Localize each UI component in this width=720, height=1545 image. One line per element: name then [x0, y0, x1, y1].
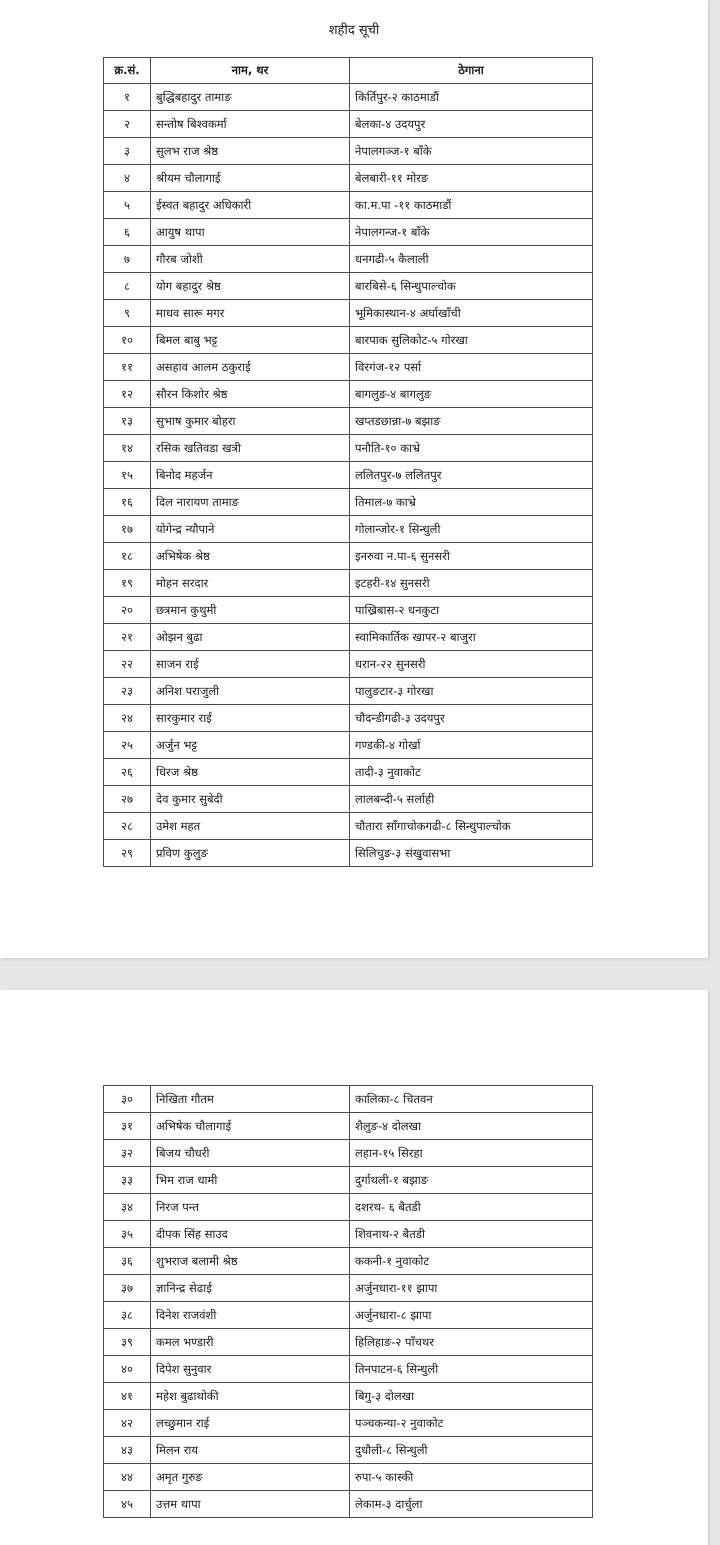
- cell-name: कमल भण्डारी: [151, 1329, 350, 1356]
- table-row: [104, 489, 593, 516]
- table-row: [104, 516, 593, 543]
- table-row: [104, 543, 593, 570]
- cell-address: पञ्चकन्या-२ नुवाकोट: [350, 1410, 593, 1437]
- table-row: [104, 1464, 593, 1491]
- cell-name: अनिश पराजुली: [151, 678, 350, 705]
- cell-name: सन्तोष बिश्वकर्मा: [151, 111, 350, 138]
- cell-address: तादी-३ नुवाकोट: [350, 759, 593, 786]
- cell-address: बारपाक सुलिकोट-५ गोरखा: [350, 327, 593, 354]
- cell-address: दुर्गाथली-१ बझाङ: [350, 1167, 593, 1194]
- cell-address: लेकाम-३ दार्चुला: [350, 1491, 593, 1518]
- cell-name: दीपक सिंह साउद: [151, 1221, 350, 1248]
- cell-address: किर्तिपुर-२ काठमाडौं: [350, 84, 593, 111]
- cell-address: अर्जुनधारा-८ झापा: [350, 1302, 593, 1329]
- cell-address: इटहरी-१४ सुनसरी: [350, 570, 593, 597]
- cell-name: असहाव आलम ठकुराई: [151, 354, 350, 381]
- header-address: ठेगाना: [350, 58, 593, 84]
- cell-serial-number: १५: [104, 462, 151, 489]
- cell-address: गोलान्जोर-१ सिन्धुली: [350, 516, 593, 543]
- cell-name: ज्ञानिन्द्र सेढाई: [151, 1275, 350, 1302]
- table-row: [104, 138, 593, 165]
- cell-serial-number: २६: [104, 759, 151, 786]
- cell-address: धरान-२२ सुनसरी: [350, 651, 593, 678]
- cell-serial-number: १९: [104, 570, 151, 597]
- cell-name: भिम राज धामी: [151, 1167, 350, 1194]
- table-row: [104, 1221, 593, 1248]
- cell-name: धिरज श्रेष्ठ: [151, 759, 350, 786]
- table-row: [104, 678, 593, 705]
- cell-address: बेलका-४ उदयपुर: [350, 111, 593, 138]
- cell-address: विरगंज-१२ पर्सा: [350, 354, 593, 381]
- cell-name: देव कुमार सुबेदी: [151, 786, 350, 813]
- cell-serial-number: ३८: [104, 1302, 151, 1329]
- cell-address: दुधौली-८ सिन्धुली: [350, 1437, 593, 1464]
- cell-address: बारबिसे-६ सिन्धुपाल्चोक: [350, 273, 593, 300]
- cell-address: बेलबारी-११ मोरङ: [350, 165, 593, 192]
- table-header-row: [104, 58, 593, 84]
- table-row: [104, 1167, 593, 1194]
- cell-name: अभिषेक श्रेष्ठ: [151, 543, 350, 570]
- header-serial-number: क्र.सं.: [104, 58, 151, 84]
- table-row: [104, 1302, 593, 1329]
- table-row: [104, 705, 593, 732]
- table-row: [104, 570, 593, 597]
- cell-address: लहान-१५ सिरहा: [350, 1140, 593, 1167]
- table-row: [104, 327, 593, 354]
- cell-address: अर्जुनधारा-११ झापा: [350, 1275, 593, 1302]
- cell-serial-number: ३४: [104, 1194, 151, 1221]
- cell-name: गौरब जोशी: [151, 246, 350, 273]
- cell-serial-number: ८: [104, 273, 151, 300]
- cell-name: बिनोद महर्जन: [151, 462, 350, 489]
- cell-name: निखिता गौतम: [151, 1086, 350, 1113]
- cell-name: शुभराज बलामी श्रेष्ठ: [151, 1248, 350, 1275]
- cell-name: दिल नारायण तामाङ: [151, 489, 350, 516]
- cell-serial-number: १६: [104, 489, 151, 516]
- table-row: [104, 651, 593, 678]
- cell-address: नेपालगञ्ज-१ बाँके: [350, 138, 593, 165]
- cell-address: धनगढी-५ कैलाली: [350, 246, 593, 273]
- cell-name: ईस्वत बहादुर अधिकारी: [151, 192, 350, 219]
- cell-serial-number: १२: [104, 381, 151, 408]
- cell-address: का.म.पा -११ काठमाडौं: [350, 192, 593, 219]
- cell-serial-number: २२: [104, 651, 151, 678]
- table-row: [104, 84, 593, 111]
- cell-name: उत्तम थापा: [151, 1491, 350, 1518]
- martyrs-table-page-2: [103, 1085, 593, 1518]
- table-row: [104, 840, 593, 867]
- cell-name: अमृत गुरुङ: [151, 1464, 350, 1491]
- cell-name: साजन राई: [151, 651, 350, 678]
- cell-serial-number: ११: [104, 354, 151, 381]
- table-row: [104, 408, 593, 435]
- cell-serial-number: २०: [104, 597, 151, 624]
- table-row: [104, 1275, 593, 1302]
- cell-name: योगेन्द्र न्यौपाने: [151, 516, 350, 543]
- table-row: [104, 1329, 593, 1356]
- table-row: [104, 1194, 593, 1221]
- cell-name: उमेश महत: [151, 813, 350, 840]
- cell-address: तिनपाटन-६ सिन्धुली: [350, 1356, 593, 1383]
- cell-name: अर्जुन भट्ट: [151, 732, 350, 759]
- cell-serial-number: ४२: [104, 1410, 151, 1437]
- cell-serial-number: २: [104, 111, 151, 138]
- table-row: [104, 192, 593, 219]
- table-row: [104, 597, 593, 624]
- header-name: नाम, थर: [151, 58, 350, 84]
- cell-serial-number: ४५: [104, 1491, 151, 1518]
- table-row: [104, 732, 593, 759]
- table-row: [104, 300, 593, 327]
- cell-name: आयुष थापा: [151, 219, 350, 246]
- cell-serial-number: ३१: [104, 1113, 151, 1140]
- table-row: [104, 435, 593, 462]
- table-body-page-2: [104, 1086, 593, 1518]
- page-title: शहीद सूची: [328, 23, 380, 38]
- cell-address: सिलिचुङ-३ संखुवासभा: [350, 840, 593, 867]
- cell-serial-number: ३९: [104, 1329, 151, 1356]
- cell-serial-number: २१: [104, 624, 151, 651]
- table-row: [104, 813, 593, 840]
- cell-address: पाख्रिबास-२ धनकुटा: [350, 597, 593, 624]
- table-row: [104, 165, 593, 192]
- cell-address: चौतारा साँगाचोकगढी-८ सिन्धुपाल्चोक: [350, 813, 593, 840]
- cell-serial-number: १०: [104, 327, 151, 354]
- cell-address: चौदन्डीगढी-३ उदयपुर: [350, 705, 593, 732]
- cell-address: रुपा-५ कास्की: [350, 1464, 593, 1491]
- cell-address: गण्डकी-४ गोर्खा: [350, 732, 593, 759]
- table-row: [104, 219, 593, 246]
- table-row: [104, 246, 593, 273]
- cell-address: दशरथ- ६ बैतडी: [350, 1194, 593, 1221]
- cell-name: महेश बुढाथोकी: [151, 1383, 350, 1410]
- cell-address: स्वामिकार्तिक खापर-२ बाजुरा: [350, 624, 593, 651]
- table-row: [104, 111, 593, 138]
- cell-serial-number: ४३: [104, 1437, 151, 1464]
- cell-address: हिलिहाङ-२ पाँचथर: [350, 1329, 593, 1356]
- cell-name: सौरन किशोर श्रेष्ठ: [151, 381, 350, 408]
- cell-name: दिनेश राजवंशी: [151, 1302, 350, 1329]
- cell-serial-number: १४: [104, 435, 151, 462]
- cell-address: ललितपुर-७ ललितपुर: [350, 462, 593, 489]
- table-row: [104, 1437, 593, 1464]
- cell-address: पनौति-१० काभ्रे: [350, 435, 593, 462]
- cell-address: कालिका-८ चितवन: [350, 1086, 593, 1113]
- cell-name: मोहन सरदार: [151, 570, 350, 597]
- cell-serial-number: ७: [104, 246, 151, 273]
- cell-serial-number: १३: [104, 408, 151, 435]
- cell-name: माधव सारू मगर: [151, 300, 350, 327]
- cell-serial-number: ४: [104, 165, 151, 192]
- cell-name: श्रीयम चौलागाई: [151, 165, 350, 192]
- cell-address: शैलुङ-४ दोलखा: [350, 1113, 593, 1140]
- cell-serial-number: ३३: [104, 1167, 151, 1194]
- table-row: [104, 1491, 593, 1518]
- table-row: [104, 624, 593, 651]
- cell-serial-number: २३: [104, 678, 151, 705]
- table-row: [104, 759, 593, 786]
- table-row: [104, 1086, 593, 1113]
- cell-serial-number: ३७: [104, 1275, 151, 1302]
- cell-serial-number: २५: [104, 732, 151, 759]
- cell-serial-number: ३२: [104, 1140, 151, 1167]
- cell-serial-number: ४०: [104, 1356, 151, 1383]
- cell-serial-number: १८: [104, 543, 151, 570]
- cell-serial-number: ३५: [104, 1221, 151, 1248]
- cell-name: सारकुमार राई: [151, 705, 350, 732]
- cell-name: छत्रमान कुथुमी: [151, 597, 350, 624]
- table-row: [104, 1410, 593, 1437]
- cell-name: रसिक खतिवडा खत्री: [151, 435, 350, 462]
- cell-name: सुभाष कुमार बोहरा: [151, 408, 350, 435]
- cell-serial-number: १७: [104, 516, 151, 543]
- table-body-page-1: [104, 84, 593, 867]
- cell-serial-number: ४१: [104, 1383, 151, 1410]
- table-row: [104, 1113, 593, 1140]
- cell-serial-number: २४: [104, 705, 151, 732]
- cell-name: दिपेश सुनुवार: [151, 1356, 350, 1383]
- cell-serial-number: २८: [104, 813, 151, 840]
- table-row: [104, 1140, 593, 1167]
- cell-name: सुलभ राज श्रेष्ठ: [151, 138, 350, 165]
- cell-name: निरज पन्त: [151, 1194, 350, 1221]
- cell-name: बिमल बाबु भट्ट: [151, 327, 350, 354]
- cell-serial-number: २९: [104, 840, 151, 867]
- cell-name: प्रविण कुलुङ: [151, 840, 350, 867]
- cell-serial-number: ५: [104, 192, 151, 219]
- cell-serial-number: ३६: [104, 1248, 151, 1275]
- table-row: [104, 1356, 593, 1383]
- martyrs-table-page-1: [103, 57, 593, 867]
- cell-address: ककनी-१ नुवाकोट: [350, 1248, 593, 1275]
- cell-address: बिगु-३ दोलखा: [350, 1383, 593, 1410]
- cell-name: योग बहादुर श्रेष्ठ: [151, 273, 350, 300]
- cell-address: भूमिकास्थान-४ अर्घाखाँची: [350, 300, 593, 327]
- table-row: [104, 462, 593, 489]
- table-row: [104, 354, 593, 381]
- cell-address: नेपालगन्ज-१ बाँके: [350, 219, 593, 246]
- cell-name: बिजय चौधरी: [151, 1140, 350, 1167]
- cell-serial-number: ४४: [104, 1464, 151, 1491]
- cell-address: तिमाल-७ काभ्रे: [350, 489, 593, 516]
- cell-serial-number: १: [104, 84, 151, 111]
- cell-serial-number: २७: [104, 786, 151, 813]
- cell-name: लच्छुमान राई: [151, 1410, 350, 1437]
- cell-serial-number: ६: [104, 219, 151, 246]
- cell-serial-number: ९: [104, 300, 151, 327]
- cell-name: मिलन राय: [151, 1437, 350, 1464]
- cell-address: बागलुङ-४ बागलुङ: [350, 381, 593, 408]
- cell-address: इनरुवा न.पा-६ सुनसरी: [350, 543, 593, 570]
- cell-address: पालुङटार-३ गोरखा: [350, 678, 593, 705]
- cell-address: शिवनाथ-२ बैतडी: [350, 1221, 593, 1248]
- cell-address: खप्तडछान्ना-७ बझाङ: [350, 408, 593, 435]
- table-row: [104, 273, 593, 300]
- cell-serial-number: ३०: [104, 1086, 151, 1113]
- cell-name: अभिषेक चौलागाई: [151, 1113, 350, 1140]
- table-row: [104, 1383, 593, 1410]
- cell-name: बुद्धिबहादुर तामाङ: [151, 84, 350, 111]
- cell-serial-number: ३: [104, 138, 151, 165]
- table-row: [104, 381, 593, 408]
- table-row: [104, 1248, 593, 1275]
- cell-address: लालबन्दी-५ सर्लाही: [350, 786, 593, 813]
- cell-name: ओझन बुढा: [151, 624, 350, 651]
- table-row: [104, 786, 593, 813]
